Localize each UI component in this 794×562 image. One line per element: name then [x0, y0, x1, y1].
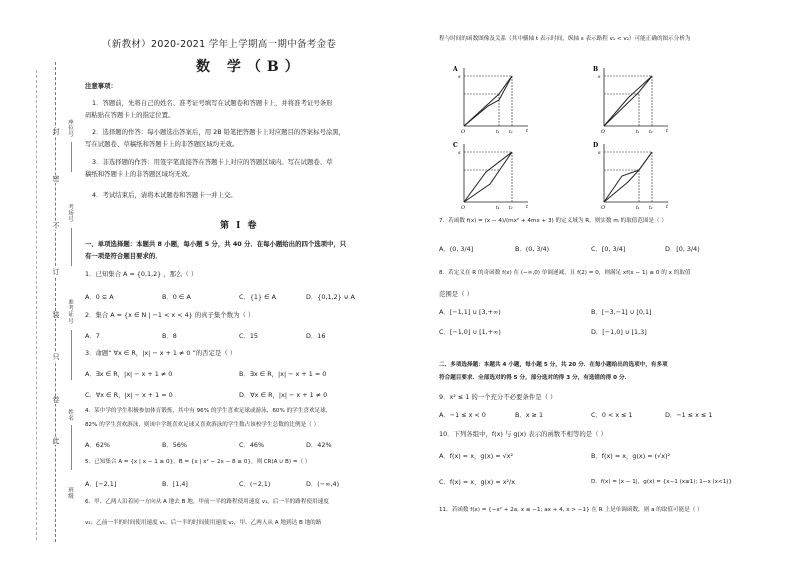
option: C．[−1,0] ∪ [1,+∞): [439, 328, 501, 336]
note-line: 2．选择题的作答：每小题选出答案后，用 2B 铅笔把答题卡上对应题目的答案标号涂黑，: [92, 128, 346, 136]
option: B．0 ∈ A: [162, 293, 191, 301]
question-stem: 3．命题“ ∀x ∈ R，|x| − x + 1 ≠ 0 ”的否定是（ ）: [85, 349, 237, 357]
option: A．(0, 3/4]: [439, 245, 474, 253]
axis-label: t₂: [649, 130, 653, 134]
option: B．∃x ∈ R，|x| − x + 1 = 0: [239, 370, 327, 378]
section-intro: 一、单项选择题：本题共 8 小题，每小题 5 分，共 40 分．在每小题给出的四个选项中，只: [85, 240, 347, 248]
seal-char: 装: [52, 311, 60, 319]
question-stem: 2．集合 A = {x ∈ N | −1 < x < 4} 的真子集个数为（ ）: [85, 311, 255, 319]
axis-label: t₁: [496, 206, 500, 210]
question-stem: 程与时间的函数图像及关系（其中横轴 t 表示时间，纵轴 s 表示路程 v₁ < v₂）可能正确的图示分析为: [439, 36, 691, 42]
axis-label: t₂: [649, 206, 653, 210]
option: B．x ≥ 1: [515, 411, 544, 419]
option: B．8: [162, 332, 177, 340]
field-line: [71, 142, 72, 172]
notes-heading: 注意事项：: [85, 82, 117, 90]
axis-label: t₁: [636, 206, 640, 210]
axis-label: t₁: [496, 130, 500, 134]
axis-label: O: [601, 205, 606, 210]
option: A．[−2,1]: [85, 480, 117, 488]
note-line: 3．非选择题的作答：用签字笔直接答在答题卡上对应的答题区域内。写在试题卷、草: [92, 158, 333, 166]
field-line: [71, 425, 72, 470]
question-stem: v₂；乙前一半的时间使用速度 v₁，后一半的时间使用速度 v₂，甲、乙两人从 A 地到达 B 地的路: [85, 520, 322, 526]
section-intro: 二、多项选择题：本题共 4 小题，每小题 5 分，共 20 分．在每小题给出的选项中，有多项: [439, 362, 668, 368]
seal-char: 密: [52, 175, 60, 183]
option: C．∀x ∈ R，|x| − x + 1 = 0: [85, 391, 173, 399]
question-stem: 范围是（ ）: [439, 290, 473, 298]
field-name: 姓名: [68, 410, 74, 423]
axis-label: t₂: [509, 206, 513, 210]
field-seat-number: 座位号: [68, 120, 74, 139]
field-admission-number: 准考证号: [68, 300, 74, 325]
option: B．[1,4]: [162, 480, 188, 488]
field-line: [71, 330, 72, 380]
graph-label: B: [593, 66, 599, 73]
option: C．15: [239, 332, 258, 340]
axis-label: t₁: [636, 130, 640, 134]
axis-label: s: [458, 74, 461, 80]
note-line: 码粘贴在答题卡上的指定位置。: [85, 111, 175, 119]
option: C．(−2,1): [239, 480, 271, 488]
question-stem: 4．某中学的学生积极参加体育锻炼，其中有 96% 的学生喜欢足球或游泳，60% 的学生喜欢足球，: [85, 408, 332, 414]
graph-label: D: [593, 142, 599, 149]
graph-option-b: [592, 64, 672, 134]
option: D．16: [306, 332, 326, 340]
option: A．f(x) = x，g(x) = √x²: [439, 452, 514, 460]
question-stem: 6．甲、乙两人沿着同一方向从 A 地去 B 地，甲前一半的路程使用速度 v₁，后一半的路程使用速度: [85, 499, 329, 505]
seal-char: 不: [52, 222, 60, 230]
axis-label: s: [598, 74, 601, 80]
seal-char: 封: [52, 128, 60, 136]
section-intro: 符合题目要求．全部选对的得 5 分，部分选对的得 3 分，有选错的得 0 分．: [439, 375, 631, 381]
option: D．[−1,0] ∪ [1,3]: [591, 328, 647, 336]
question-stem: 10．下列各组中，f(x) 与 g(x) 表示的函数不相等的是（ ）: [439, 430, 607, 438]
axis-label: t₂: [509, 130, 513, 134]
option: A．∃x ∈ R，|x| − x + 1 ≠ 0: [85, 370, 173, 378]
seal-char: 只: [52, 353, 60, 361]
option: A．7: [85, 332, 100, 340]
question-stem: 7．若函数 f(x) = (x − 4)/(mx² + 4mx + 3) 的定义域为 R，则实数 m 的取值范围是（ ）: [439, 218, 668, 224]
graph-label: C: [453, 142, 458, 149]
axis-label: t: [666, 128, 669, 134]
option: D．(−∞,4): [306, 480, 340, 488]
cut-line: [36, 70, 37, 540]
option: D．{0,1,2} ⊍ A: [306, 293, 355, 301]
question-stem: 1．已知集合 A = {0,1,2} ，那么（ ）: [85, 270, 198, 278]
option: D．∀x ∈ R，|x| − x + 1 ≠ 0: [239, 391, 328, 399]
option: A．[−1,1] ∪ [3,+∞): [439, 308, 501, 316]
graph-option-c: [452, 140, 532, 210]
note-line: 1．答题前，先将自己的姓名、准考证号填写在试题卷和答题卡上，并将准考证号条形: [92, 99, 333, 107]
option: B．[−3,−1] ∪ [0,1]: [591, 308, 652, 316]
axis-label: s: [598, 150, 601, 156]
option: C．{1} ∈ A: [239, 293, 277, 301]
option: B．(0, 3/4): [515, 245, 550, 253]
option: A．0 ⊆ A: [85, 293, 114, 301]
seal-char: 此: [52, 437, 60, 445]
question-stem: 82% 的学生喜欢游泳，则该中学既喜欢足球又喜欢游泳的学生数占该校学生总数的比例是（ ）: [85, 422, 320, 428]
option: D．−1 ≤ x ≤ 1: [665, 411, 713, 419]
field-class: 班级: [68, 488, 74, 501]
field-exam-room: 考场号: [68, 205, 74, 224]
option: A．−1 ≤ x < 0: [439, 411, 486, 419]
section-title: 第 Ⅰ 卷: [220, 221, 259, 231]
axis-label: t: [666, 204, 669, 210]
question-stem: 9．x² ≤ 1 的一个充分不必要条件是（ ）: [439, 393, 557, 401]
option: D．42%: [306, 441, 332, 449]
option: B．f(x) = x，g(x) = (√x)²: [591, 452, 671, 460]
note-line: 写在试题卷、草稿纸和答题卡上的非答题区域均无效。: [85, 140, 239, 148]
axis-label: O: [461, 129, 466, 134]
subject-title: 数 学（B）: [196, 59, 305, 75]
graph-option-a: [452, 64, 532, 134]
graph-label: A: [453, 66, 458, 73]
axis-label: O: [461, 205, 466, 210]
section-intro: 有一项是符合题目要求的．: [85, 252, 162, 260]
axis-label: t: [526, 204, 529, 210]
axis-label: s: [458, 150, 461, 156]
option: B．56%: [162, 441, 187, 449]
question-stem: 11．若函数 f(x) = {−x² + 2a, x ≤ −1; ax + 4, x > −1} 在 R 上是单调函数，则 a 的取值可能是（ ）: [439, 507, 703, 513]
option: C．46%: [239, 441, 265, 449]
question-stem: 8．若定义在 R 的奇函数 f(x) 在 (−∞,0) 单调递减，且 f(2) = 0，则满足 xf(x − 1) ≥ 0 的 x 的取值: [439, 270, 691, 276]
seal-char: 订: [52, 268, 60, 276]
axis-label: O: [601, 129, 606, 134]
option: D．f(x) = |x − 1|，g(x) = {x−1 (x≥1); 1−x (x<1)}: [591, 479, 733, 485]
exam-title: （新教材）2020-2021 学年上学期高一期中备考金卷: [102, 39, 337, 50]
option: A．62%: [85, 441, 110, 449]
option: D．[0, 3/4): [665, 245, 700, 253]
note-line: 稿纸和答题卡上的非答题区域均无效。: [85, 170, 194, 178]
note-line: 4．考试结束后，请将本试题卷和答题卡一并上交。: [92, 191, 237, 199]
question-stem: 5．已知集合 A = {x | x − 1 ≥ 0}，B = {x | x² − 2x − 8 ≥ 0}，则 ∁R(A ∪ B) =（ ）: [85, 459, 311, 465]
option: C．0 < x ≤ 1: [591, 411, 633, 419]
option: C．[0, 3/4]: [591, 245, 626, 253]
option: C．f(x) = x，g(x) = x²/x: [439, 478, 515, 486]
axis-label: t: [526, 128, 529, 134]
graph-option-d: [592, 140, 672, 210]
field-line: [71, 228, 72, 266]
seal-char: 卷: [52, 396, 60, 404]
